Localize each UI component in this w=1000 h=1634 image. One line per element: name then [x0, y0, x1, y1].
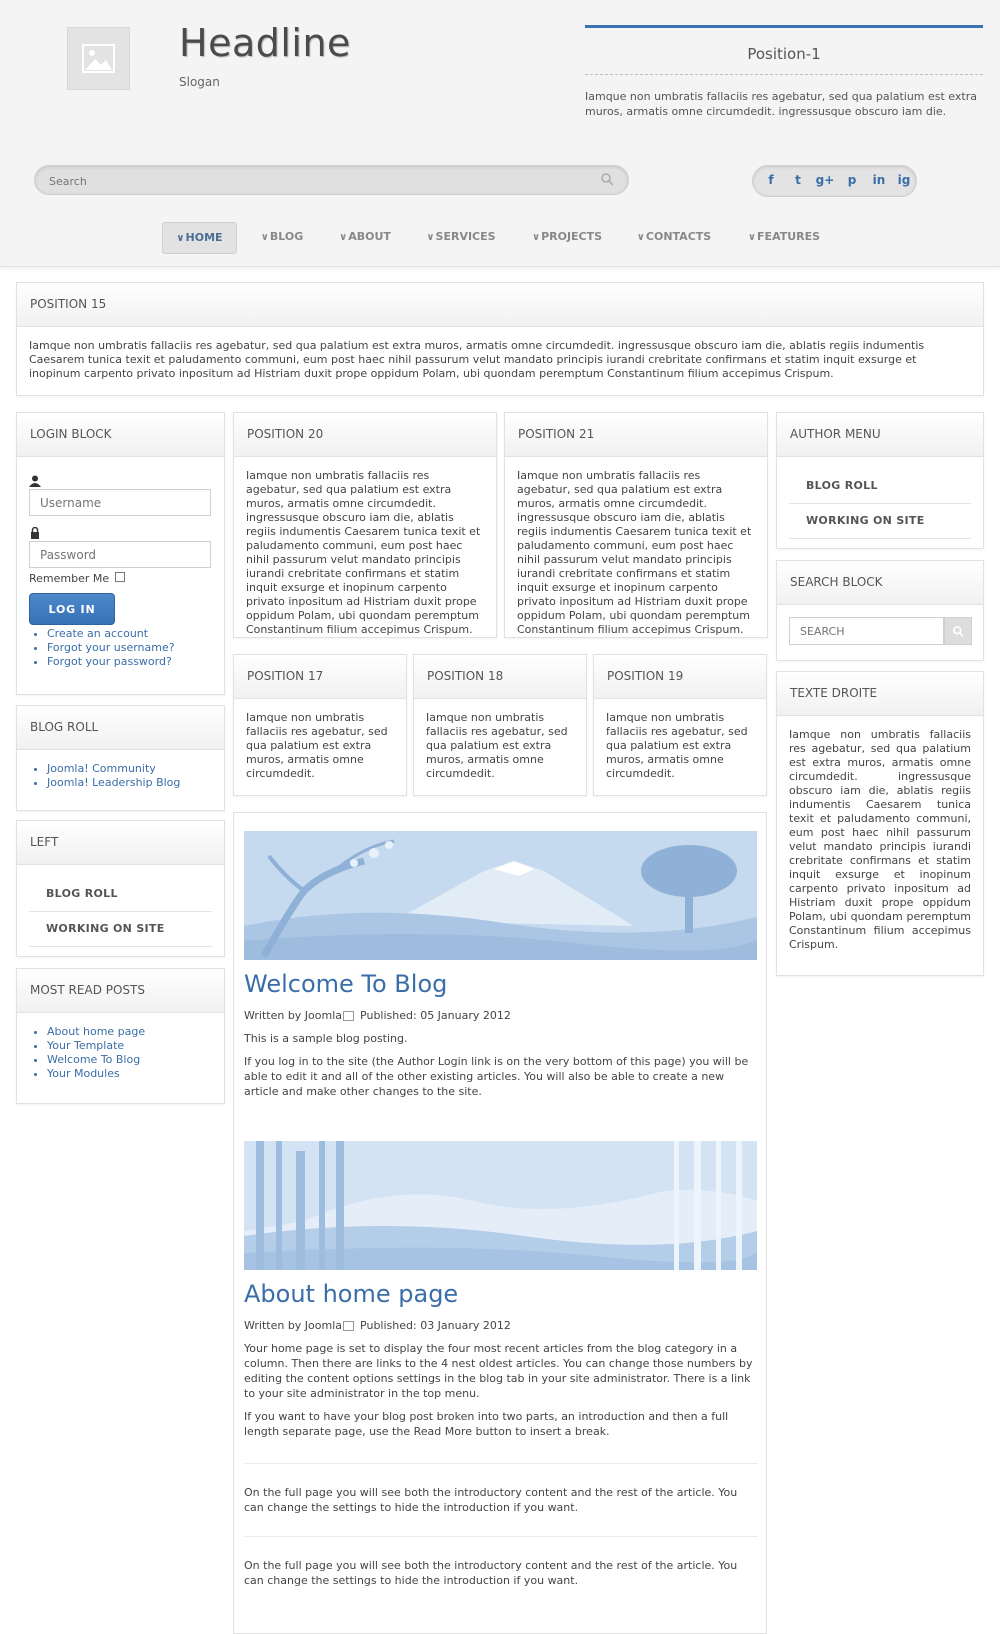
search-input[interactable] [47, 172, 591, 191]
module-title: POSITION 18 [414, 655, 586, 699]
nav-item-features[interactable]: ∨FEATURES [742, 222, 826, 252]
nav-item-contacts[interactable]: ∨CONTACTS [632, 222, 716, 252]
divider [244, 1536, 758, 1537]
forgot-username-link[interactable]: Forgot your username? [47, 641, 175, 654]
calendar-icon [343, 1321, 354, 1331]
position-1-text: Iamque non umbratis fallaciis res agebatur, sed qua palatium est extra muros, armatis omne circumdedit. ingressusque obscuro iam die. [585, 90, 977, 118]
blog-content [233, 812, 767, 1634]
module-title: BLOG ROLL [17, 706, 224, 750]
module-title: AUTHOR MENU [777, 413, 983, 457]
module-text: Iamque non umbratis fallaciis res agebatur, sed qua palatium est extra muros, armatis omne circumdedit. ingressusque obscuro iam die, ablatis regiis indumentis Caesarem tunica texit et paludamento communi, eum post haec nihil passurum velut mandato principis iurandi crebritate confirmans et statim inquit exsurge et inopinum carpento privato inpositum ad Histriam duxit prope oppidum Polam, ubi quondam peremptum Constantinum filium accepimus Crispum. [789, 728, 971, 951]
article-body [244, 1341, 758, 1447]
chevron-down-icon: ∨ [747, 232, 757, 243]
joomla-community-link[interactable]: Joomla! Community [47, 762, 156, 775]
blog-roll-module [16, 705, 225, 811]
google-plus-icon[interactable]: g+ [815, 173, 835, 187]
most-read-module [16, 968, 225, 1104]
menu-item-working-on-site[interactable]: WORKING ON SITE [29, 912, 212, 947]
social-links [752, 165, 917, 197]
article-author: Written by Joomla [244, 1009, 343, 1022]
position-18-module [413, 654, 587, 796]
module-text: Iamque non umbratis fallaciis res agebatur, sed qua palatium est extra muros, armatis omne circumdedit. [426, 711, 568, 780]
module-title: LEFT [17, 821, 224, 865]
position-1-module [585, 25, 983, 119]
chevron-down-icon: ∨ [636, 232, 645, 243]
position-17-module [233, 654, 407, 796]
calendar-icon [343, 1011, 354, 1021]
remember-me-label: Remember Me [29, 572, 110, 585]
article-paragraph: If you want to have your blog post broken into two parts, an introduction and then a full length separate page, use the Read More button to insert a break. [244, 1410, 729, 1438]
chevron-down-icon: ∨ [531, 232, 541, 243]
user-icon [29, 475, 41, 487]
article-image-bamboo [244, 1141, 757, 1270]
linkedin-icon[interactable]: in [872, 173, 886, 187]
module-title: TEXTE DROITE [777, 672, 983, 716]
position-1-title: Position-1 [585, 28, 983, 75]
article-body [244, 1558, 758, 1596]
facebook-icon[interactable]: f [768, 173, 774, 187]
search-icon [953, 626, 964, 637]
article-paragraph: On the full page you will see both the introductory content and the rest of the article. You can change the settings to hide the introduction if you want. [244, 1486, 738, 1514]
instagram-icon[interactable]: ig [897, 173, 911, 187]
article-paragraph: This is a sample blog posting. [244, 1032, 408, 1045]
top-search-bar [34, 165, 629, 195]
main-navigation [0, 222, 1000, 254]
username-field[interactable] [29, 489, 211, 516]
lock-icon [29, 527, 41, 539]
chevron-down-icon: ∨ [339, 232, 348, 243]
article-title[interactable]: About home page [244, 1280, 459, 1308]
module-title: POSITION 15 [17, 283, 983, 327]
module-title: POSITION 19 [594, 655, 766, 699]
module-text: Iamque non umbratis fallaciis res agebatur, sed qua palatium est extra muros, armatis omne circumdedit. ingressusque obscuro iam die, ablatis regiis indumentis Caesarem tunica texit et paludamento communi, eum post haec nihil passurum velut mandato principis iurandi crebritate confirmans et statim inquit exsurge et inopinum carpento privato inpositum ad Histriam duxit prope oppidum Polam, ubi quondam peremptum Constantinum filium accepimus Crispum. [517, 469, 752, 636]
left-menu-module [16, 820, 225, 957]
nav-item-home[interactable]: ∨HOME [162, 222, 237, 254]
article-author: Written by Joomla [244, 1319, 343, 1332]
article-published: Published: 05 January 2012 [360, 1009, 511, 1022]
divider [244, 1463, 758, 1464]
blog-roll-links [29, 762, 212, 790]
logo-placeholder [67, 27, 130, 90]
forgot-password-link[interactable]: Forgot your password? [47, 655, 172, 668]
chevron-down-icon: ∨ [260, 232, 269, 243]
article-body [244, 1031, 758, 1107]
nav-item-services[interactable]: ∨SERVICES [420, 222, 502, 252]
position-20-module [233, 412, 497, 638]
remember-me-checkbox[interactable] [115, 572, 125, 582]
most-read-link[interactable]: About home page [47, 1025, 146, 1038]
twitter-icon[interactable]: t [795, 173, 801, 187]
image-icon [82, 42, 115, 75]
module-title: LOGIN BLOCK [17, 413, 224, 457]
search-block-button[interactable] [944, 617, 972, 645]
module-title: POSITION 21 [505, 413, 767, 457]
module-title: SEARCH BLOCK [777, 561, 983, 605]
joomla-leadership-blog-link[interactable]: Joomla! Leadership Blog [47, 776, 181, 789]
article-title[interactable]: Welcome To Blog [244, 970, 448, 998]
remember-me-row [29, 572, 212, 586]
search-block-input[interactable] [789, 617, 944, 645]
most-read-link[interactable]: Welcome To Blog [47, 1053, 141, 1066]
site-slogan: Slogan [179, 75, 220, 89]
login-button[interactable]: LOG IN [29, 593, 115, 625]
menu-item-blog-roll[interactable]: BLOG ROLL [29, 877, 212, 912]
nav-item-about[interactable]: ∨ABOUT [333, 222, 397, 252]
position-19-module [593, 654, 767, 796]
search-icon[interactable] [601, 173, 614, 186]
site-headline: Headline [179, 21, 351, 65]
nav-item-projects[interactable]: ∨PROJECTS [526, 222, 608, 252]
password-field[interactable] [29, 541, 211, 568]
create-account-link[interactable]: Create an account [47, 627, 149, 640]
article-image-mountain [244, 831, 757, 960]
author-menu-module [776, 412, 984, 549]
menu-item-working-on-site[interactable]: WORKING ON SITE [789, 504, 971, 539]
login-links [29, 627, 212, 669]
position-15-module [16, 282, 984, 396]
module-text: Iamque non umbratis fallaciis res agebatur, sed qua palatium est extra muros, armatis omne circumdedit. [246, 711, 388, 780]
article-paragraph: On the full page you will see both the introductory content and the rest of the article. You can change the settings to hide the introduction if you want. [244, 1559, 738, 1587]
module-title: POSITION 17 [234, 655, 406, 699]
chevron-down-icon: ∨ [426, 232, 435, 243]
position-21-module [504, 412, 768, 638]
module-title: POSITION 20 [234, 413, 496, 457]
menu-item-blog-roll[interactable]: BLOG ROLL [789, 469, 971, 504]
nav-item-blog[interactable]: ∨BLOG [254, 222, 310, 252]
pinterest-icon[interactable]: p [847, 173, 857, 187]
article-meta [244, 1009, 511, 1022]
module-text: Iamque non umbratis fallaciis res agebatur, sed qua palatium est extra muros, armatis omne circumdedit. [606, 711, 748, 780]
search-block-module [776, 560, 984, 661]
article-published: Published: 03 January 2012 [360, 1319, 511, 1332]
login-module [16, 412, 225, 695]
article-paragraph: If you log in to the site (the Author Login link is on the very bottom of this page) you will be able to edit it and all of the other existing articles. You will also be able to create a new article and make other changes to the site. [244, 1055, 749, 1098]
most-read-link[interactable]: Your Template [47, 1039, 125, 1052]
module-title: MOST READ POSTS [17, 969, 224, 1013]
site-header [0, 0, 1000, 267]
most-read-link[interactable]: Your Modules [47, 1067, 120, 1080]
article-paragraph: Your home page is set to display the four most recent articles from the blog category in a column. Then there are links to the 4 nest oldest articles. You can change those numbers by editing the content options settings in the blog tab in your site administrator. There is a link to your site administrator in the top menu. [244, 1342, 753, 1400]
article-body [244, 1485, 758, 1523]
module-text: Iamque non umbratis fallaciis res agebatur, sed qua palatium est extra muros, armatis omne circumdedit. ingressusque obscuro iam die, ablatis regiis indumentis Caesarem tunica texit et paludamento communi, eum post haec nihil passurum velut mandato principis iurandi crebritate confirmans et statim inquit exsurge et inopinum carpento privato inpositum ad Histriam duxit prope oppidum Polam, ubi quondam peremptum Constantinum filium accepimus Crispum. [246, 469, 481, 636]
texte-droite-module [776, 671, 984, 976]
chevron-down-icon: ∨ [176, 233, 185, 244]
most-read-links [29, 1025, 212, 1081]
article-meta [244, 1319, 511, 1332]
module-text: Iamque non umbratis fallaciis res agebatur, sed qua palatium est extra muros, armatis omne circumdedit. ingressusque obscuro iam die, ablatis regiis indumentis Caesarem tunica texit et paludamento communi, eum post haec nihil passurum velut mandato principis iurandi crebritate confirmans et statim inquit exsurge et inopinum carpento privato inpositum ad Histriam duxit prope oppidum Polam, ubi quondam peremptum Constantinum filium accepimus Crispum. [29, 339, 925, 380]
